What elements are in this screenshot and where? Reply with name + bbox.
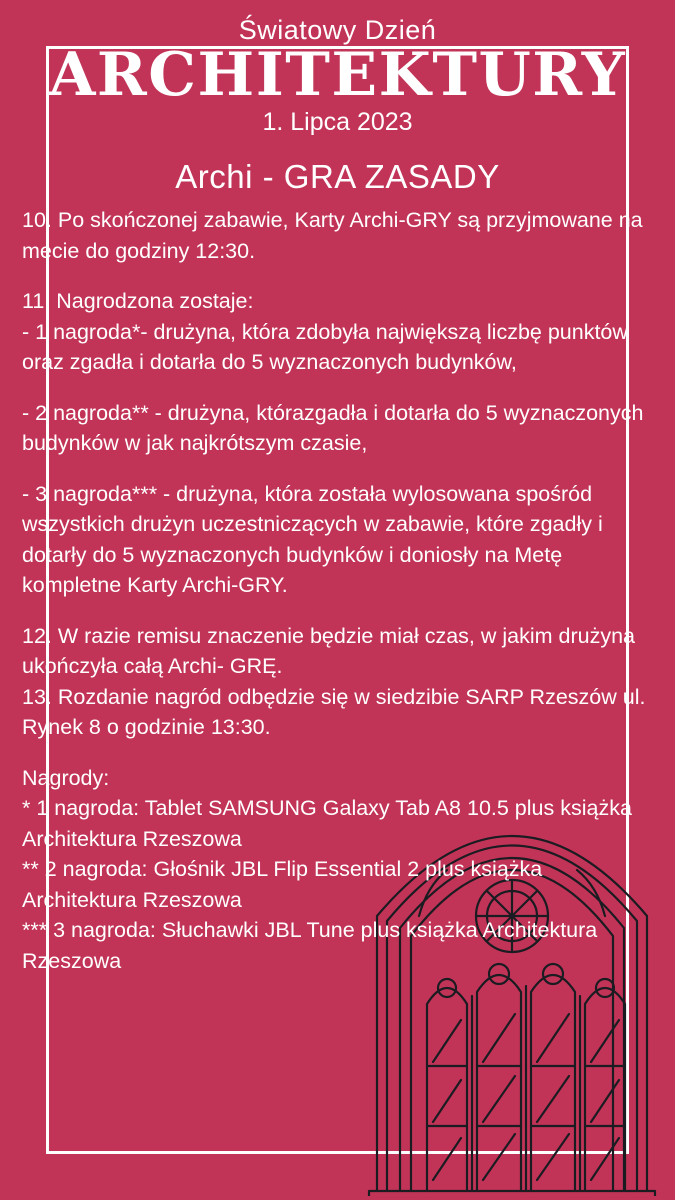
paragraph-rule-11: 11. Nagrodzona zostaje: [22,289,254,314]
paragraph-prize-detail-1: * 1 nagroda: Tablet SAMSUNG Galaxy Tab A8 10.5 plus książka Architektura Rzeszowa [22,796,632,851]
paragraph-prize-2: - 2 nagroda** - drużyna, którazgadła i dotarła do 5 wyznaczonych budynków w jak najkrótszym czasie, [22,400,644,456]
paragraph-prize-1: - 1 nagroda*- drużyna, która zdobyła największą liczbę punktów oraz zgadła i dotarła do 5 wyznaczonych budynków, [22,319,628,375]
paragraph-prizes-heading: Nagrody: [22,765,110,790]
section-title: Archi - GRA ZASADY [175,158,500,195]
header-date: 1. Lipca 2023 [262,108,413,137]
paragraph-prize-detail-2: ** 2 nagroda: Głośnik JBL Flip Essential 2 plus książka Architektura Rzeszowa [22,857,543,912]
paragraph-rule-13: 13. Rozdanie nagród odbędzie się w siedzibie SARP Rzeszów ul. Rynek 8 o godzinie 13:30. [22,684,646,740]
paragraph-prize-detail-3: *** 3 nagroda: Słuchawki JBL Tune plus książka Architektura Rzeszowa [22,918,598,973]
paragraph-prize-3: - 3 nagroda*** - drużyna, która została wylosowana spośród wszystkich drużyn uczestniczących w zabawie, które zgadły i dotarły do 5 wyznaczonych budynków i doniosły na Metę kompletne Karty Archi-GRY. [22,481,603,598]
paragraph-rule-12: 12. W razie remisu znaczenie będzie miał czas, w jakim drużyna ukończyła całą Archi- GRĘ. [22,623,635,679]
paragraph-rule-10: 10. Po skończonej zabawie, Karty Archi-GRY są przyjmowane na mecie do godziny 12:30. [22,208,643,263]
header-kicker: Światowy Dzień [238,15,437,45]
poster-header [0,16,675,137]
rules-body [22,205,653,976]
page-title: ARCHITEKTURY [48,40,627,111]
